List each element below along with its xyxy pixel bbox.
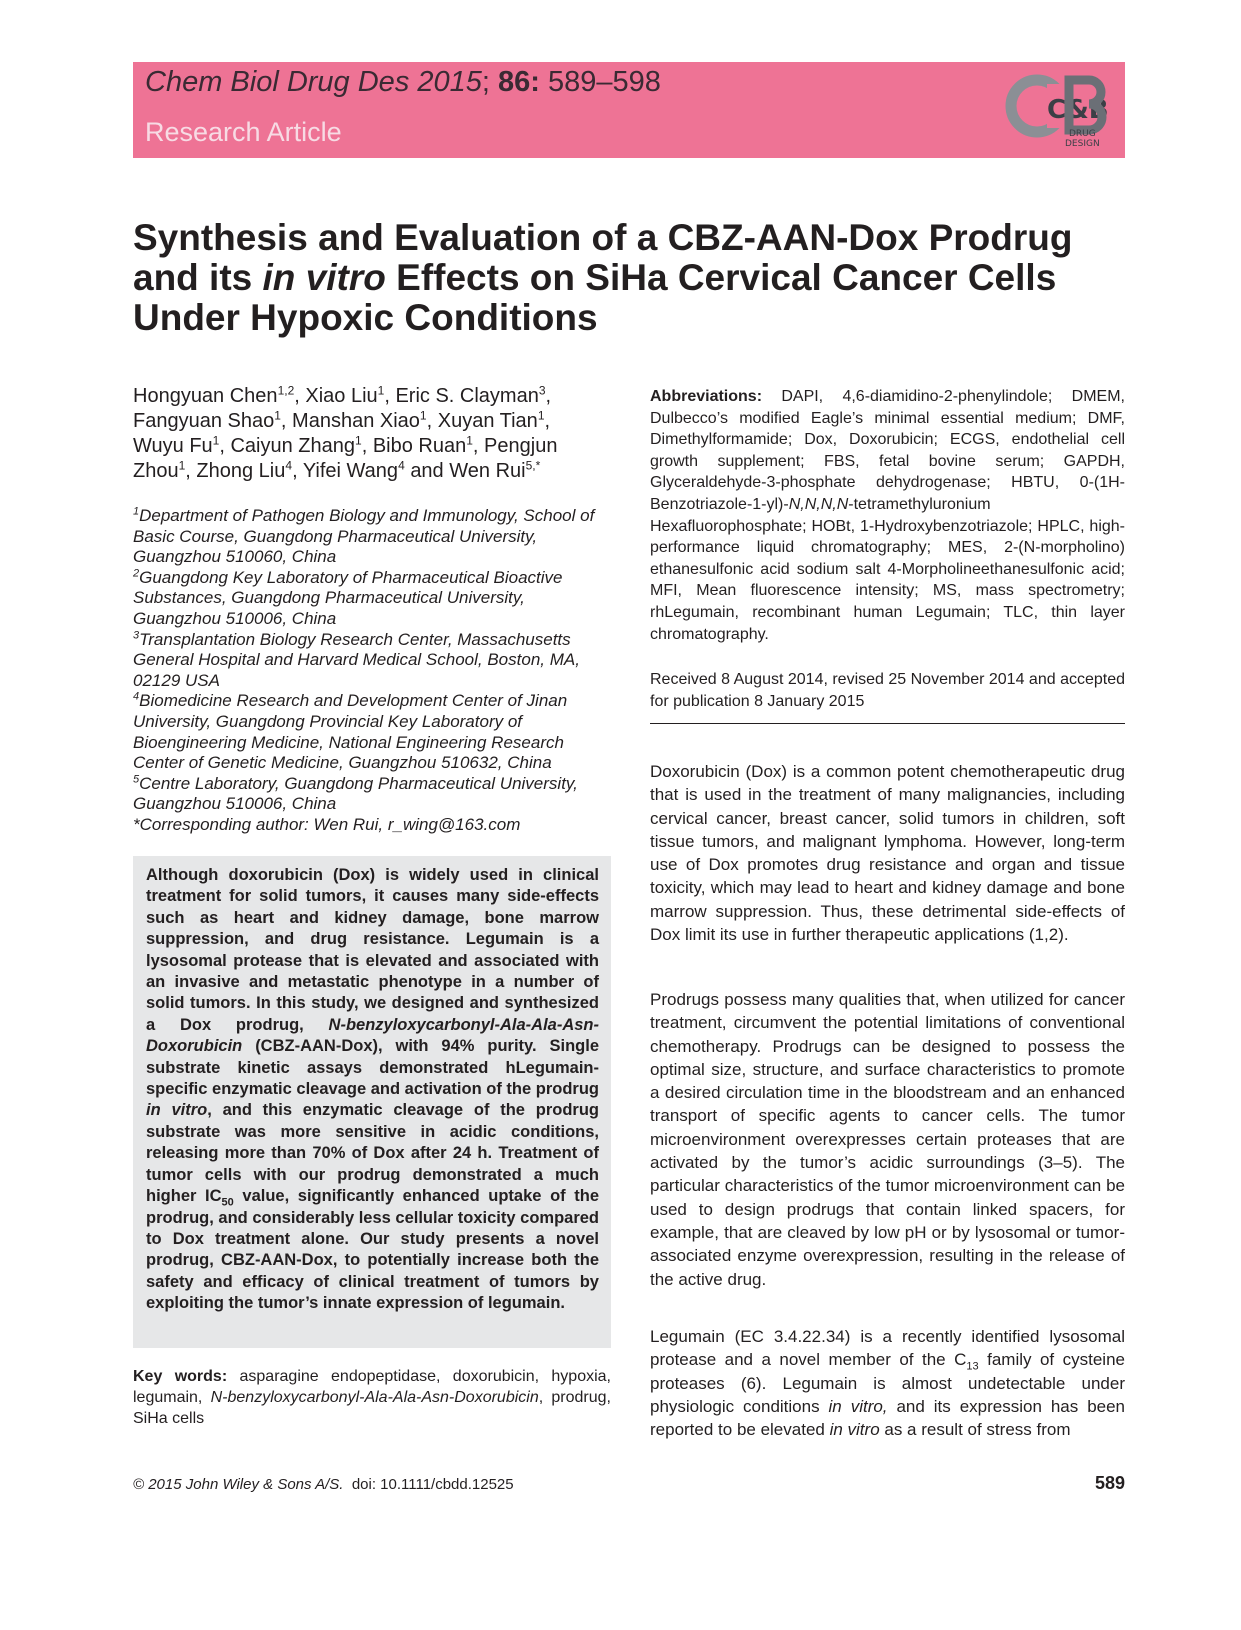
received-dates: Received 8 August 2014, revised 25 November 2014 and accepted for publication 8 January 2015 bbox=[650, 671, 1125, 710]
author-connector: and bbox=[410, 460, 444, 482]
journal-year: 2015 bbox=[417, 66, 482, 98]
affiliation-text: Department of Pathogen Biology and Immunology, School of Basic Course, Guangdong Pharmaceutical University, Guangzhou 510060, China bbox=[133, 506, 595, 567]
logo-sub-text-1: DRUG bbox=[1069, 129, 1096, 139]
author-name: Caiyun Zhang bbox=[230, 435, 356, 457]
abbreviations-text: DAPI, 4,6-diamidino-2-phenylindole; DMEM, Dulbecco’s modified Eagle’s minimal essential medium; DMF, Dimethylformamide; Dox, Doxorubicin; ECGS, endothelial cell growth supplement; FBS, fetal bovine serum; GAPDH, Glyceraldehyde-3-phosphate dehydrogenase; HBTU, 0-(1H-Benzotriazole-1-yl)- bbox=[650, 388, 1125, 513]
author-aff: 1 bbox=[355, 433, 362, 448]
body-span: as a result of stress from bbox=[879, 1420, 1071, 1440]
keywords-label: Key words: bbox=[133, 1368, 228, 1385]
article-type: Research Article bbox=[145, 117, 342, 147]
author-aff: 1 bbox=[178, 458, 186, 473]
author-aff: 1 bbox=[419, 408, 427, 423]
body-paragraph: Doxorubicin (Dox) is a common potent chemotherapeutic drug that is used in the treatment of many malignancies, including cervical cancer, breast cancer, solid tumors in children, soft tissue tumors, and malignant lymphoma. However, long-term use of Dox promotes drug resistance and organ and tissue toxicity, which may lead to heart and kidney damage and bone marrow suppression. Thus, these detrimental side-effects of Dox limit its use in further therapeutic applications (1,2). bbox=[650, 762, 1125, 945]
affiliation bbox=[133, 774, 608, 815]
journal-volume: 86: bbox=[498, 66, 540, 98]
affiliation-text: Biomedicine Research and Development Center of Jinan University, Guangdong Provincial Key Laboratory of Bioengineering Medicine, National Engineering Research Center of Genetic Medicine, Guangzhou 510632, China bbox=[133, 691, 568, 773]
journal-pages: 589–598 bbox=[548, 66, 661, 98]
author-name: Wuyu Fu bbox=[133, 435, 213, 457]
body-italic: in vitro, bbox=[828, 1396, 888, 1416]
divider bbox=[650, 723, 1125, 724]
keywords-text: , prodrug, SiHa cells bbox=[133, 1389, 611, 1427]
author-aff: 5,* bbox=[525, 458, 541, 473]
abstract-span: value, significantly enhanced uptake of the prodrug, and considerably less cellular toxicity compared to Dox treatment alone. Our study presents a novel prodrug, CBZ-AAN-Dox, to potentially increase both the safety and efficacy of clinical treatment of tumors by exploiting the tumor’s innate expression of legumain. bbox=[146, 1187, 599, 1313]
corresponding-author: *Corresponding author: Wen Rui, r_wing@163.com bbox=[133, 814, 521, 834]
body-span: family of cysteine proteases (6). Legumain is almost undetectable under physiologic conditions bbox=[650, 1350, 1125, 1416]
abbreviations-text: -tetramethyluronium Hexafluorophosphate; HOBt, 1-Hydroxybenzotriazole; HPLC, high-performance liquid chromatography; MES, 2-(N-morpholino) ethanesulfonic acid sodium salt 4-Morpholineethanesulfonic acid; MFI, Mean fluorescence intensity; MS, mass spectrometry; rhLegumain, recombinant human Legumain; TLC, thin layer chromatography. bbox=[650, 495, 1125, 643]
title-italic: in vitro bbox=[262, 257, 386, 298]
abbreviations bbox=[650, 386, 1125, 645]
body-paragraph: Prodrugs possess many qualities that, when utilized for cancer treatment, circumvent the potential limitations of conventional chemotherapy. Prodrugs can be designed to possess the optimal size, structure, and surface characteristics to promote a desired circulation time in the bloodstream and an enhanced transport of specific agents to cancer cells. The tumor microenvironment overexpresses certain proteases that are activated by the tumor’s acidic surroundings (3–5). The particular characteristics of the tumor microenvironment can be used to design prodrugs that contain linked spacers, for example, that are cleaved by low pH or by lysosomal or tumor-associated enzyme overexpression, resulting in the release of the active drug. bbox=[650, 990, 1125, 1289]
affiliation-number: 2 bbox=[133, 567, 140, 580]
abstract-italic: in vitro bbox=[146, 1101, 208, 1120]
abbreviations-italic: N,N,N,N bbox=[788, 495, 849, 513]
abstract-span: Although doxorubicin (Dox) is widely used in clinical treatment for solid tumors, it causes many side-effects such as heart and kidney damage, bone marrow suppression, and drug resistance. Legumain is a lysosomal protease that is elevated and associated with an invasive and metastatic phenotype in a number of solid tumors. In this study, we designed and synthesized a Dox prodrug, bbox=[146, 866, 599, 1034]
journal-citation bbox=[145, 66, 661, 99]
logo-sub-text-2: DESIGN bbox=[1065, 139, 1100, 149]
author-aff: 1,2 bbox=[277, 383, 295, 398]
author-name: Bibo Ruan bbox=[372, 435, 467, 457]
abstract-italic: N-benzyloxycarbonyl-Ala-Ala-Asn-Doxorubicin bbox=[146, 1015, 599, 1056]
author-name: Fangyuan Shao bbox=[133, 410, 275, 432]
author-name: Manshan Xiao bbox=[292, 410, 420, 432]
affiliation-number: 4 bbox=[133, 690, 140, 703]
author-name: Zhong Liu bbox=[196, 460, 286, 482]
affiliation-text: Centre Laboratory, Guangdong Pharmaceutical University, Guangzhou 510006, China bbox=[133, 773, 578, 814]
affiliation-number: 3 bbox=[133, 628, 140, 641]
journal-name: Chem Biol Drug Des bbox=[145, 66, 410, 98]
journal-banner bbox=[133, 62, 1125, 158]
abstract-subscript: 50 bbox=[221, 1196, 234, 1209]
affiliation bbox=[133, 630, 608, 692]
author-aff: 1 bbox=[377, 383, 385, 398]
abbreviations-label: Abbreviations: bbox=[650, 388, 763, 405]
abstract-text bbox=[146, 865, 599, 1315]
author-aff: 4 bbox=[398, 458, 405, 473]
author-name: Pengjun Zhou bbox=[133, 435, 558, 482]
footer-doi: doi: 10.1111/cbdd.12525 bbox=[351, 1476, 514, 1493]
affiliation-number: 1 bbox=[133, 505, 140, 518]
footer-citation bbox=[133, 1476, 514, 1493]
affiliation bbox=[133, 568, 608, 630]
affiliation-text: Guangdong Key Laboratory of Pharmaceutical Bioactive Substances, Guangdong Pharmaceutical University, Guangzhou 510006, China bbox=[133, 567, 563, 628]
body-subscript: 13 bbox=[966, 1360, 979, 1373]
article-title bbox=[133, 218, 1123, 338]
abstract-box bbox=[133, 856, 611, 1348]
abstract-span: , and this enzymatic cleavage of the prodrug substrate was more sensitive in acidic conditions, releasing more than 70% of Dox after 24 h. Treatment of tumor cells with our prodrug demonstrated a much higher IC bbox=[146, 1101, 599, 1206]
author-aff: 1 bbox=[212, 433, 220, 448]
body-span: Legumain (EC 3.4.22.34) is a recently identified lysosomal protease and a novel member of the C bbox=[650, 1327, 1125, 1370]
author-name: Eric S. Clayman bbox=[395, 385, 539, 407]
body-italic: in vitro bbox=[829, 1420, 880, 1440]
author-aff: 1 bbox=[537, 408, 545, 423]
title-part-1: Synthesis and Evaluation of a CBZ-AAN-Dox Prodrug and its bbox=[133, 217, 1073, 298]
logo-ampersand: C&B bbox=[1047, 95, 1109, 125]
author-aff: 3 bbox=[538, 383, 546, 398]
keywords bbox=[133, 1366, 611, 1429]
affiliation bbox=[133, 506, 608, 568]
journal-separator: ; bbox=[481, 66, 490, 98]
affiliation-number: 5 bbox=[133, 773, 140, 786]
author-name: Yifei Wang bbox=[302, 460, 399, 482]
author-name: Wen Rui bbox=[449, 460, 526, 482]
body-paragraph bbox=[650, 1325, 1125, 1441]
author-list: Hongyuan Chen$^{1,2}$, Xiao Liu$^1$, Eric S. Clayman$^3$, Fangyuan Shao$^1$, Manshan Xiao$^1$, Xuyan Tian$^1$, Wuyu Fu$^1$, Caiyun Zhang$^1$, Bibo Ruan$^1$, Pengjun Zhou$^1$, Zhong Liu$^4$, Yifei Wang$^4$ and Wen Rui$^{5,*}$ bbox=[133, 383, 558, 482]
author-name: Xuyan Tian bbox=[437, 410, 538, 432]
keywords-text: asparagine endopeptidase, doxorubicin, hypoxia, legumain, bbox=[133, 1368, 612, 1406]
journal-logo-icon bbox=[1003, 68, 1113, 152]
page-number: 589 bbox=[1094, 1473, 1125, 1493]
keywords-italic: N-benzyloxycarbonyl-Ala-Ala-Asn-Doxorubicin bbox=[210, 1389, 539, 1406]
affiliation bbox=[133, 691, 608, 773]
author-aff: 1 bbox=[274, 408, 281, 423]
author-name: Xiao Liu bbox=[305, 385, 378, 407]
title-part-2: Effects on SiHa Cervical Cancer Cells Under Hypoxic Conditions bbox=[133, 257, 1057, 338]
affiliations bbox=[133, 506, 608, 836]
author-aff: 1 bbox=[466, 433, 473, 448]
author-name: Hongyuan Chen bbox=[133, 385, 278, 407]
author-aff: 4 bbox=[285, 458, 293, 473]
footer-copyright: © 2015 John Wiley & Sons A/S. bbox=[133, 1476, 344, 1493]
body-span: and its expression has been reported to be elevated bbox=[650, 1396, 1126, 1440]
abstract-span: (CBZ-AAN-Dox), with 94% purity. Single substrate kinetic assays demonstrated hLegumain-specific enzymatic cleavage and activation of the prodrug bbox=[146, 1037, 599, 1099]
affiliation-text: Transplantation Biology Research Center, Massachusetts General Hospital and Harvard Medical School, Boston, MA, 02129 USA bbox=[133, 629, 580, 690]
